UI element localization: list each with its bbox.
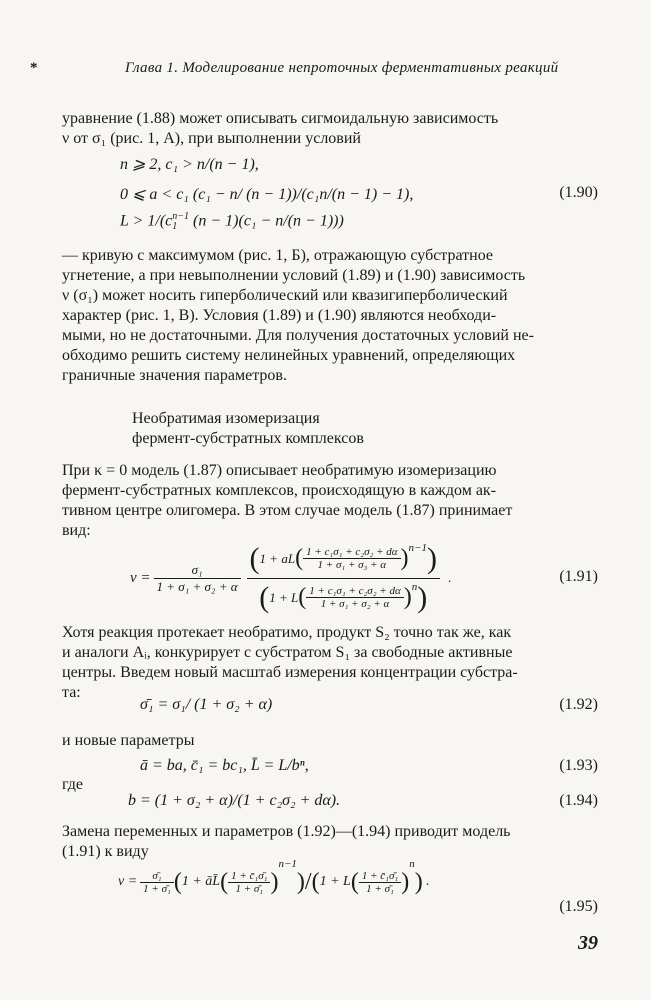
eq-191-bot-inner-num: 1 + c₁σ₁ + c₂σ₂ + dα: [306, 585, 403, 598]
where-word: где: [62, 776, 84, 793]
eq-192-number: (1.92): [559, 696, 598, 713]
para3-line-1: При κ = 0 модель (1.87) описывает необратимую изомеризацию: [62, 462, 497, 479]
eq-195-in2-den: 1 + σ̄₁: [366, 882, 394, 895]
eq-191-top-prefix: 1 + aL: [259, 550, 296, 566]
eq-190-l3-a: L > 1/(c: [120, 212, 173, 230]
eq-191-top-exp: n−1: [408, 541, 427, 554]
para4-line-4: та:: [62, 684, 81, 701]
eq-191: ν = $\frac{\text{σ₁}}{\text{1 + σ₁ + σ₂ + α}}$ ( 1 + aL ( $\frac{\text{1 + c₁σ₁ + c₂σ₂ + dα}}{\text{1 + σ₁ + σ₃ + α}}$ ) $^{n-1}$ ) ( 1 + L ( $\frac{\text{1 + c₁σ₁ + c₂σ₂ + dα}}{\text{1 + σ₁ + σ₂ + α}}$ ) $^n$ ) .: [130, 541, 452, 614]
para2-line-6: обходимо решить систему нелинейных уравнений, определяющих: [62, 347, 516, 364]
eq-191-frac-1-den: 1 + σ₁ + σ₂ + α: [156, 578, 238, 594]
eq-191-frac-2: ( 1 + aL ( $\frac{\text{1 + c₁σ₁ + c₂σ₂ + dα}}{\text{1 + σ₁ + σ₃ + α}}$ ) $^{n-1}$ ) ( 1 + L ( $\frac{\text{1 + c₁σ₁ + c₂σ₂ + dα}}{\text{1 + σ₁ + σ₂ + α}}$ ) $^n$ ): [247, 542, 440, 615]
para3-line-3: тивном центре олигомера. В этом случае модель (1.87) принимает: [62, 502, 513, 519]
header-marker: *: [30, 60, 38, 76]
header-text: Глава 1. Моделирование непроточных ферментативных реакций: [125, 60, 559, 76]
page-number: 39: [578, 932, 598, 954]
eq-190-line-2: 0 ⩽ a < c₁ (c₁ − n/ (n − 1))/(c₁n/(n − 1) − 1),: [120, 186, 414, 203]
eq-190-l3-sup: n−1: [172, 211, 190, 222]
eq-194-number: (1.94): [559, 792, 598, 809]
para6-line-1: Замена переменных и параметров (1.92)—(1.94) приводит модель: [62, 823, 511, 840]
eq-191-bot-prefix: 1 + L: [269, 589, 299, 605]
eq-191-frac-1: [154, 562, 241, 595]
eq-195-frac-1-den: 1 + σ̄₁: [143, 882, 171, 895]
eq-195-in1-den: 1 + σ̄₁: [235, 882, 264, 895]
eq-195-number: (1.95): [559, 898, 598, 915]
eq-195-exp-1: n−1: [278, 858, 297, 870]
para1-line-2: ν от σ₁ (рис. 1, А), при выполнении условий: [62, 130, 361, 147]
para2-line-4: характер (рис. 1, В). Условия (1.89) и (1.90) являются необходи-: [62, 307, 497, 324]
eq-195-frac-1-num: σ̄₁: [140, 870, 174, 883]
eq-191-top-inner-num: 1 + c₁σ₁ + c₂σ₂ + dα: [303, 546, 400, 559]
para5: и новые параметры: [62, 732, 195, 749]
section-heading-line-1: Необратимая изомеризация: [132, 410, 320, 427]
section-heading-line-2: фермент-субстратных комплексов: [132, 430, 364, 447]
eq-195-frac-1: [140, 870, 174, 895]
eq-195-p1: 1 + āL̄: [181, 874, 221, 889]
para2-line-7: граничные значения параметров.: [62, 367, 287, 384]
para3-line-4: вид:: [62, 522, 91, 539]
eq-190-line-3: [120, 212, 344, 232]
eq-195-in1-num: 1 + c̄₁σ̄₁: [228, 870, 270, 883]
eq-195-slash: /: [304, 868, 312, 895]
eq-190-l3-b: (n − 1)(c₁ − n/(n − 1))): [189, 212, 344, 230]
para4-line-1: Хотя реакция протекает необратимо, продукт S₂ точно так же, как: [62, 624, 512, 641]
eq-191-number: (1.91): [559, 568, 598, 585]
para1-line-1: уравнение (1.88) может описывать сигмоидальную зависимость: [62, 110, 499, 127]
eq-195: ν = $\frac{\text{σ̄₁}}{\text{1 + σ̄₁}}$ ( 1 + āL̄ ( $\frac{\text{1 + c̄₁σ̄₁}}{\text{1 + σ̄₁}}$ ) $^{n-1}$ ) / ( 1 + L ( $\frac{\text{1 + c̄₁σ̄₁}}{\text{1 + σ̄₁}}$ ) $^n$ ) .: [118, 858, 430, 895]
eq-191-bot-exp: n: [411, 580, 418, 593]
eq-190-number: (1.90): [559, 184, 598, 201]
para2-line-2: угнетение, а при невыполнении условий (1.89) и (1.90) зависимость: [62, 267, 526, 284]
eq-191-bot-inner-den: 1 + σ₁ + σ₂ + α: [320, 598, 390, 610]
para4-line-3: центры. Введем новый масштаб измерения концентрации субстра-: [62, 664, 518, 681]
eq-195-in2-num: 1 + c̄₁σ̄₁: [359, 870, 401, 883]
eq-192: σ̄₁ = σ₁/ (1 + σ₂ + α): [140, 696, 273, 713]
eq-193: ā = ba, c̄₁ = bc₁, L̄ = L/bⁿ,: [140, 757, 309, 774]
para2-line-3: ν (σ₁) может носить гиперболический или квазигиперболический: [62, 287, 508, 304]
para2-line-5: мыми, но не достаточными. Для получения достаточных условий не-: [62, 327, 534, 344]
eq-195-tail: .: [425, 874, 430, 889]
eq-195-p2: 1 + L: [319, 874, 351, 889]
eq-191-top-inner-den: 1 + σ₁ + σ₃ + α: [317, 559, 387, 571]
eq-195-exp-2: n: [409, 858, 415, 870]
para2-line-1: — кривую с максимумом (рис. 1, Б), отражающую субстратное: [62, 247, 494, 264]
para3-line-2: фермент-субстратных комплексов, происходящую в каждом ак-: [62, 482, 497, 499]
para6-line-2: (1.91) к виду: [62, 843, 149, 860]
eq-193-number: (1.93): [559, 757, 598, 774]
eq-191-lhs: ν =: [130, 569, 151, 586]
para4-line-2: и аналоги Aᵢ, конкурирует с субстратом S₁ за свободные активные: [62, 644, 513, 661]
eq-195-lhs: ν =: [118, 874, 138, 889]
eq-190-line-1: n ⩾ 2, c₁ > n/(n − 1),: [120, 156, 259, 173]
eq-191-frac-1-num: σ₁: [154, 562, 241, 579]
eq-194: b = (1 + σ₂ + α)/(1 + c₂σ₂ + dα).: [128, 792, 341, 809]
eq-190-l3-sub: 1: [172, 221, 178, 232]
